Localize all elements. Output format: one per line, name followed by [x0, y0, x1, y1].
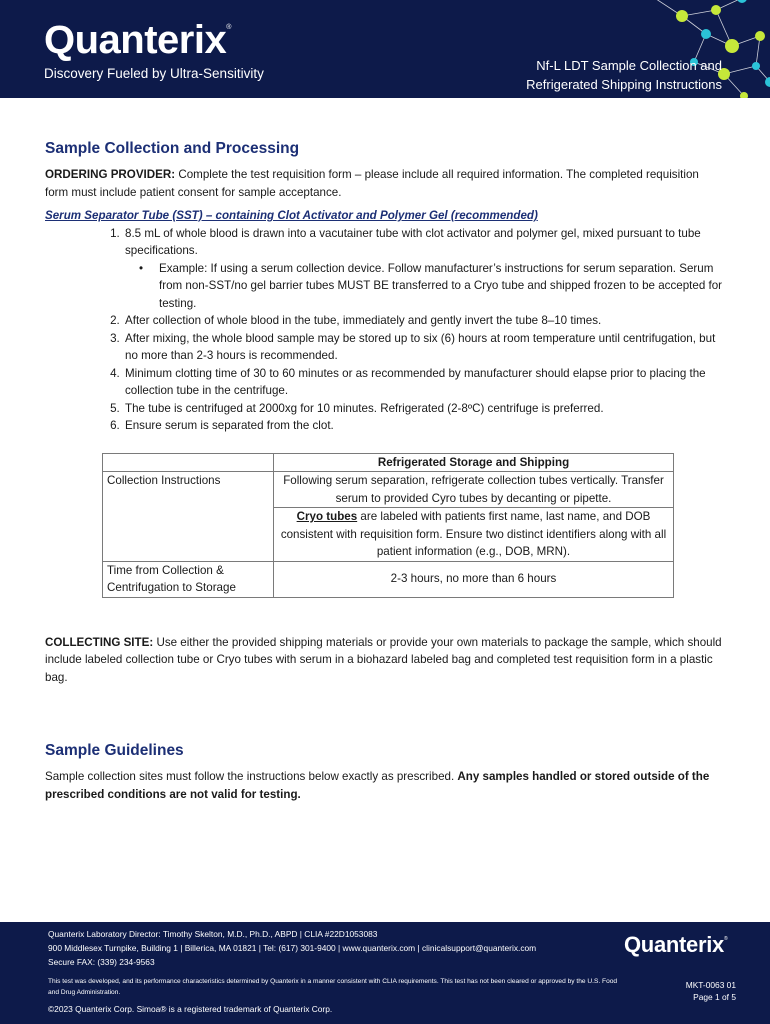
document-title-line-1: Nf-L LDT Sample Collection and — [536, 58, 722, 73]
table-cell-collection-detail — [274, 472, 674, 562]
collecting-site-paragraph — [45, 634, 725, 687]
ordering-provider-text: Complete the test requisition form – please include all required information. The completed requisition form must include patient consent for sample acceptance. — [45, 168, 699, 199]
step-item: 5. The tube is centrifuged at 2000xg for 10 minutes. Refrigerated (2-8ºC) centrifuge is preferred. — [123, 400, 725, 418]
collecting-site-label: COLLECTING SITE: — [45, 635, 154, 649]
collection-steps-list — [123, 225, 725, 435]
footer-copyright: ©2023 Quanterix Corp. Simoa® is a registered trademark of Quanterix Corp. — [48, 1004, 333, 1014]
footer-director-line: Quanterix Laboratory Director: Timothy Skelton, M.D., Ph.D., ABPD | CLIA #22D1053083 — [48, 929, 378, 939]
table-header-storage: Refrigerated Storage and Shipping — [274, 453, 674, 472]
logo-registered-mark: ® — [226, 24, 231, 31]
section-title-collection: Sample Collection and Processing — [45, 140, 300, 157]
logo-text: Quanterix — [44, 18, 227, 62]
sst-heading: Serum Separator Tube (SST) – containing Clot Activator and Polymer Gel (recommended) — [45, 209, 538, 222]
page-footer — [0, 922, 770, 1024]
section-title-guidelines: Sample Guidelines — [45, 742, 184, 759]
step-item: 3. After mixing, the whole blood sample may be stored up to six (6) hours at room temperature until centrifugation, but no more than 2-3 hours is recommended. — [123, 330, 725, 365]
step-text: 8.5 mL of whole blood is drawn into a vacutainer tube with clot activator and polymer gel, mixed pursuant to tube specifications. — [125, 226, 701, 257]
document-title — [462, 56, 722, 94]
collection-detail-text: Following serum separation, refrigerate collection tubes vertically. Transfer serum to provided Cyro tubes by decanting or pipette. — [283, 474, 664, 505]
document-title-line-2: Refrigerated Shipping Instructions — [526, 77, 722, 92]
footer-address — [48, 927, 618, 969]
page-header — [0, 0, 770, 98]
footer-disclaimer: This test was developed, and its performance characteristics determined by Quanterix in a manner consistent with CLIA requirements. This test has not been cleared or approved by the U.S. Food and Drug Administration. — [48, 978, 618, 996]
step-sub-item: • Example: If using a serum collection device. Follow manufacturer’s instructions for serum separation. Serum from non-SST/no gel barrier tubes MUST BE transferred to a Cryo tube and shipped frozen to be accepted for testing. — [151, 260, 725, 313]
cryo-tubes-label: Cryo tubes — [296, 510, 358, 523]
step-item — [123, 225, 725, 313]
guidelines-bold-text: Any samples handled or stored outside of the prescribed conditions are not valid for testing. — [45, 770, 710, 801]
ordering-provider-paragraph — [45, 166, 725, 201]
step-item: 2. After collection of whole blood in the tube, immediately and gently invert the tube 8–10 times. — [123, 312, 725, 330]
table-row — [103, 472, 674, 562]
cryo-tubes-text: are labeled with patients first name, last name, and DOB consistent with requisition form. Ensure two distinct identifiers along with all patient information (e.g., DOB, MRN). — [280, 510, 667, 558]
guidelines-paragraph — [45, 768, 725, 803]
footer-logo-text: Quanterix — [624, 932, 724, 957]
cryo-tubes-detail — [274, 507, 673, 561]
doc-code: MKT-0063 01 — [685, 980, 736, 990]
step-item: 4. Minimum clotting time of 30 to 60 minutes or as recommended by manufacturer should elapse prior to placing the collection tube in the centrifuge. — [123, 365, 725, 400]
collecting-site-text: Use either the provided shipping materials or provide your own materials to package the sample, which should include labeled collection tube or Cryo tubes with serum in a biohazard labeled bag and completed test requisition form in a plastic bag. — [45, 635, 722, 684]
footer-contact-line: 900 Middlesex Turnpike, Building 1 | Billerica, MA 01821 | Tel: (617) 301-9400 | www.quanterix.com | clinicalsupport@quanterix.com — [48, 943, 537, 953]
footer-doc-info — [686, 979, 736, 1003]
storage-table — [102, 453, 674, 598]
footer-fax-line: Secure FAX: (339) 234-9563 — [48, 957, 155, 967]
table-cell-collection-instructions: Collection Instructions — [103, 472, 274, 562]
footer-logo — [624, 932, 727, 958]
step-sublist — [151, 260, 725, 313]
page-number: Page 1 of 5 — [693, 992, 736, 1002]
table-cell-blank — [103, 453, 274, 472]
table-row — [103, 453, 674, 472]
quanterix-logo — [44, 18, 231, 63]
ordering-provider-label: ORDERING PROVIDER: — [45, 168, 176, 181]
table-cell-time-label: Time from Collection & Centrifugation to Storage — [103, 561, 274, 597]
table-row — [103, 561, 674, 597]
step-item: 6. Ensure serum is separated from the clot. — [123, 417, 725, 435]
main-content — [45, 140, 725, 803]
guidelines-text: Sample collection sites must follow the instructions below exactly as prescribed. — [45, 770, 458, 783]
tagline: Discovery Fueled by Ultra-Sensitivity — [44, 66, 264, 81]
footer-logo-registered-mark: ® — [724, 936, 728, 942]
table-cell-time-value: 2-3 hours, no more than 6 hours — [274, 561, 674, 597]
